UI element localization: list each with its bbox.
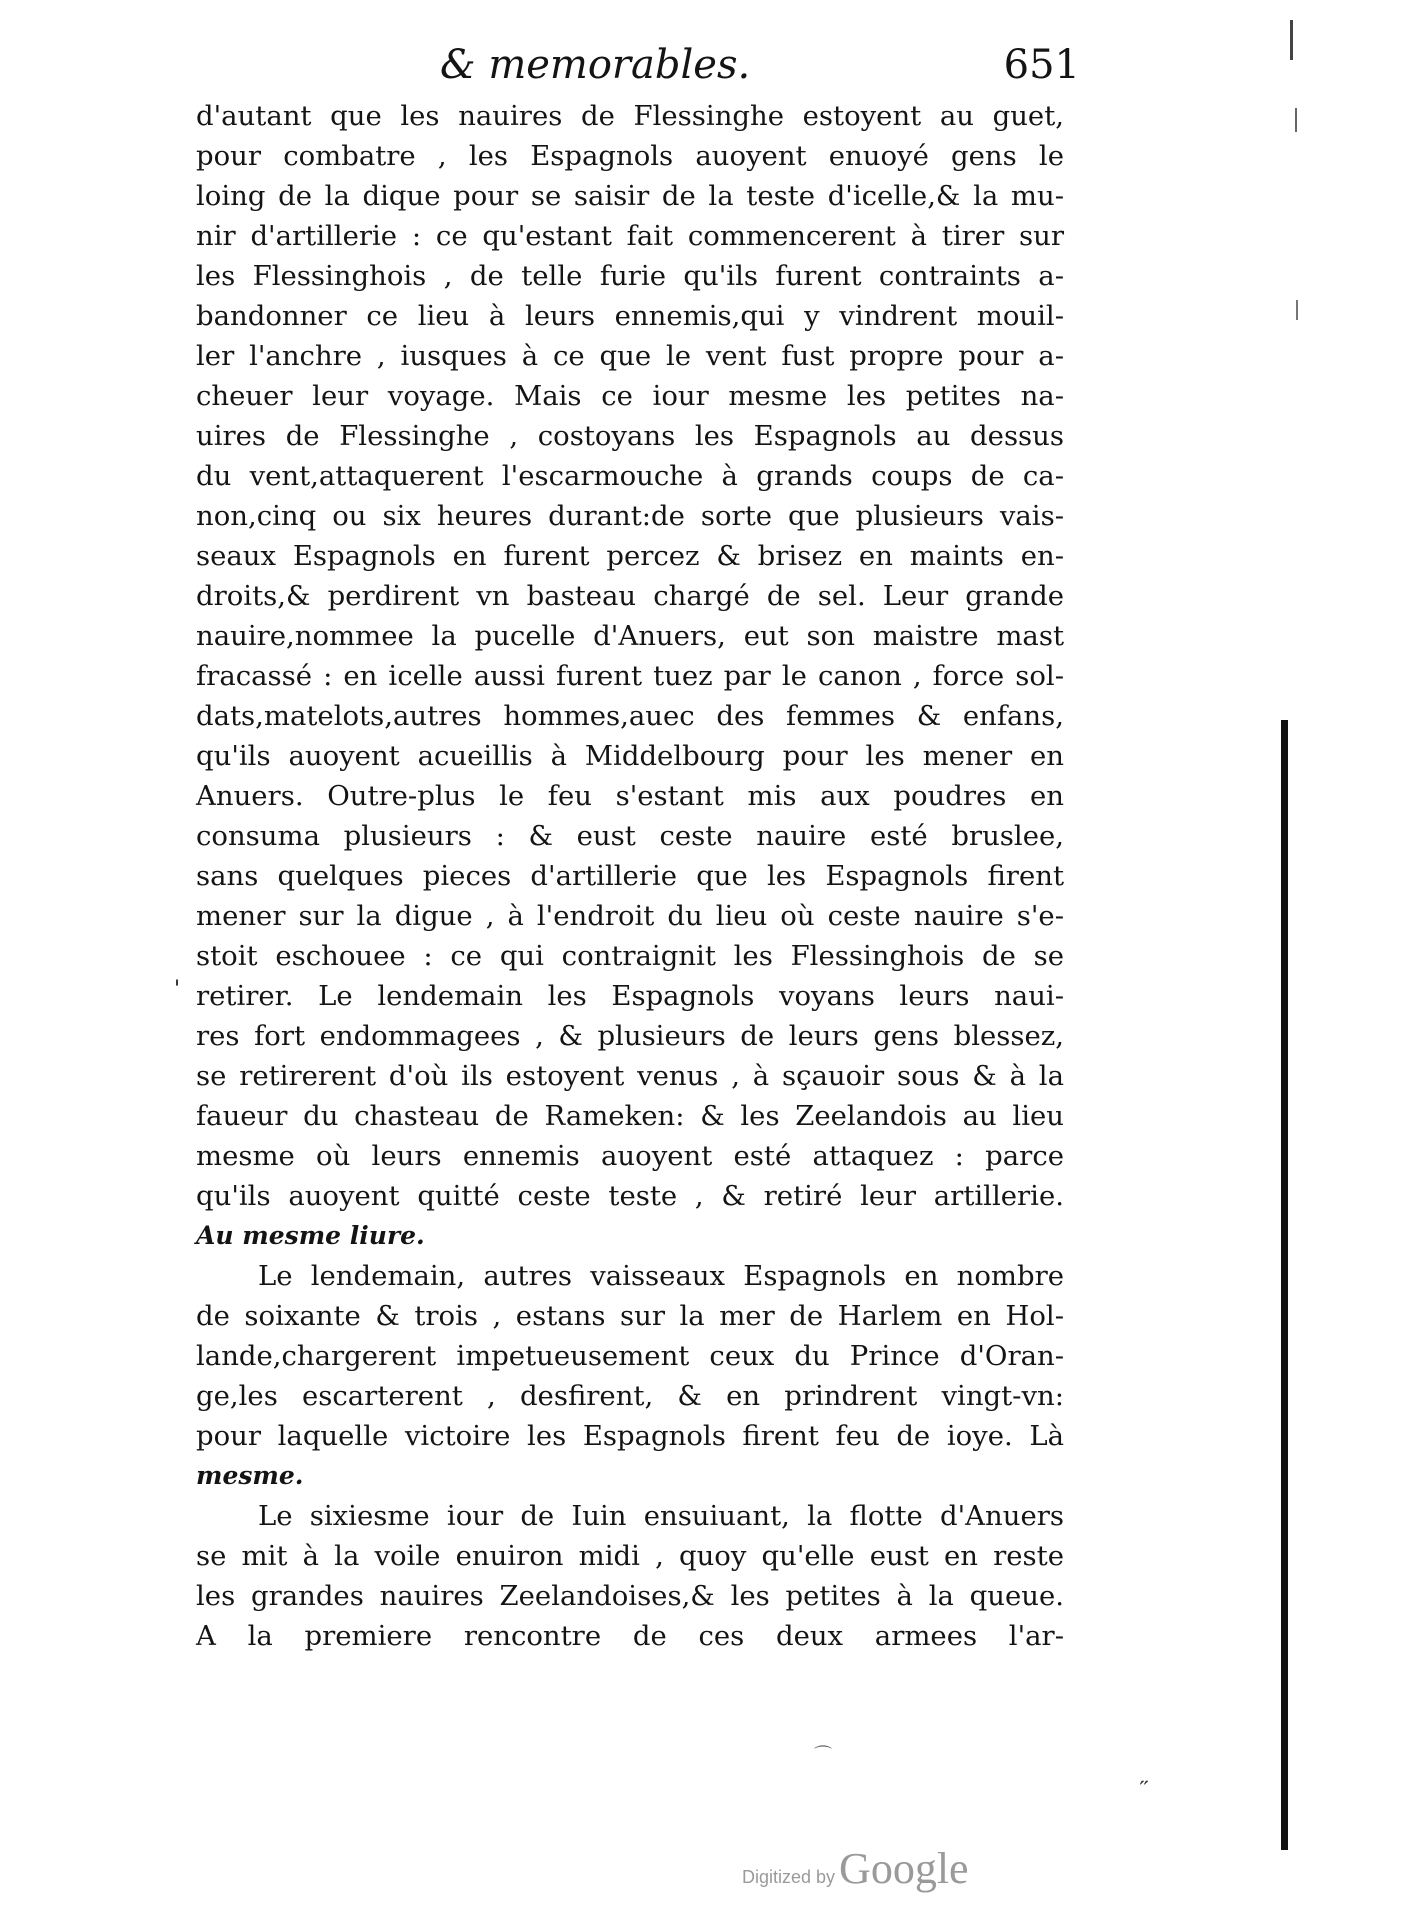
text-line: nauire,nommee la pucelle d'Anuers, eut son maistre mast [196,620,1064,652]
text-line: les Flessinghois , de telle furie qu'ils furent contraints a- [196,260,1064,292]
text-line: ge,les escarterent , desfirent, & en prindrent vingt-vn: [196,1380,1064,1412]
text-line: mener sur la digue , à l'endroit du lieu où ceste nauire s'e- [196,900,1064,932]
text-line: qu'ils auoyent quitté ceste teste , & retiré leur artillerie. [196,1180,1064,1212]
text-line: qu'ils auoyent acueillis à Middelbourg pour les mener en [196,740,1064,772]
watermark-brand: Google [839,1844,969,1893]
text-line: consuma plusieurs : & eust ceste nauire esté bruslee, [196,820,1064,852]
text-line: lande,chargerent impetueusement ceux du Prince d'Oran- [196,1340,1064,1372]
text-line: pour combatre , les Espagnols auoyent enuoyé gens le [196,140,1064,172]
text-line-content: retirer. Le lendemain les Espagnols voyans leurs naui- [196,980,1064,1012]
text-line: faueur du chasteau de Rameken: & les Zeelandois au lieu [196,1100,1064,1132]
gutter-mark [1296,300,1298,320]
text-line: fracassé : en icelle aussi furent tuez par le canon , force sol- [196,660,1064,692]
text-line: sans quelques pieces d'artillerie que les Espagnols firent [196,860,1064,892]
digitization-watermark [742,1843,1032,1893]
gutter-mark [1290,20,1293,60]
text-line: nir d'artillerie : ce qu'estant fait commencerent à tirer sur [196,220,1064,252]
text-line: d'autant que les nauires de Flessinghe estoyent au guet, [196,100,1064,132]
text-line: de soixante & trois , estans sur la mer de Harlem en Hol- [196,1300,1064,1332]
text-line: bandonner ce lieu à leurs ennemis,qui y vindrent mouil- [196,300,1064,332]
ink-speck: ⌒ [814,1745,832,1766]
running-head: & memorables. [440,42,751,88]
text-line: loing de la dique pour se saisir de la teste d'icelle,& la mu- [196,180,1064,212]
text-line: du vent,attaquerent l'escarmouche à grands coups de ca- [196,460,1064,492]
text-line: Anuers. Outre-plus le feu s'estant mis aux poudres en [196,780,1064,812]
text-line: se mit à la voile enuiron midi , quoy qu'elle eust en reste [196,1540,1064,1572]
text-line: cheuer leur voyage. Mais ce iour mesme les petites na- [196,380,1064,412]
ink-speck: ˶ [1140,1765,1148,1793]
gutter-mark [1295,108,1297,132]
text-line: les grandes nauires Zeelandoises,& les petites à la queue. [196,1580,1064,1612]
text-line: se retirerent d'où ils estoyent venus , à sçauoir sous & à la [196,1060,1064,1092]
rubric: mesme. [196,1461,304,1490]
page-edge-shadow [1281,720,1288,1850]
text-line [174,976,1064,1016]
text-line: Le lendemain, autres vaisseaux Espagnols en nombre [258,1260,1064,1292]
text-line: mesme où leurs ennemis auoyent esté attaquez : parce [196,1140,1064,1172]
text-line: pour laquelle victoire les Espagnols firent feu de ioye. Là [196,1420,1064,1452]
text-line: res fort endommagees , & plusieurs de leurs gens blessez, [196,1020,1064,1052]
page-number: 651 [1003,42,1080,88]
text-line: seaux Espagnols en furent percez & brisez en maints en- [196,540,1064,572]
rubric: Au mesme liure. [196,1221,425,1250]
text-line: non,cinq ou six heures durant:de sorte que plusieurs vais- [196,500,1064,532]
body-text [174,96,1064,1656]
watermark-prefix: Digitized by [742,1867,836,1887]
text-line: droits,& perdirent vn basteau chargé de sel. Leur grande [196,580,1064,612]
text-line: ler l'anchre , iusques à ce que le vent fust propre pour a- [196,340,1064,372]
page-header [440,38,1080,92]
text-line: dats,matelots,autres hommes,auec des femmes & enfans, [196,700,1064,732]
margin-mark: ' [174,977,181,1002]
text-line: stoit eschouee : ce qui contraignit les Flessinghois de se [196,940,1064,972]
text-line: A la premiere rencontre de ces deux armees l'ar- [196,1620,1064,1652]
text-line: Le sixiesme iour de Iuin ensuiuant, la flotte d'Anuers [258,1500,1064,1532]
text-line: uires de Flessinghe , costoyans les Espagnols au dessus [196,420,1064,452]
